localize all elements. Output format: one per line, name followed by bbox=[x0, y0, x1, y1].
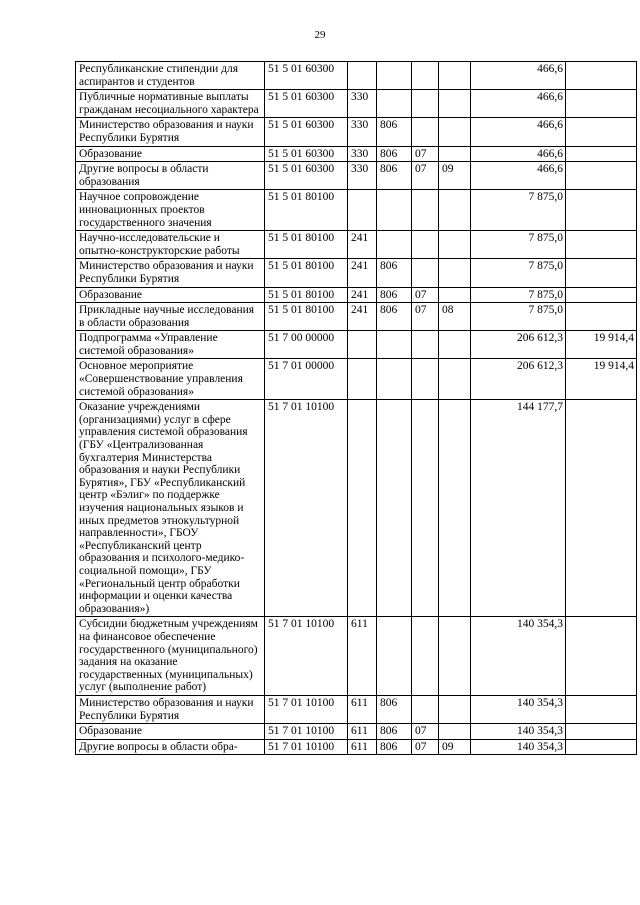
amount-cell: 466,6 bbox=[471, 162, 566, 190]
table-row bbox=[76, 724, 637, 740]
amount-federal-cell: 19 914,4 bbox=[566, 359, 637, 400]
administrator-cell bbox=[377, 231, 412, 259]
expense-type-cell: 611 bbox=[348, 739, 377, 755]
expense-type-cell: 611 bbox=[348, 617, 377, 696]
section-cell: 07 bbox=[412, 303, 439, 331]
table-row bbox=[76, 90, 637, 118]
expense-type-cell: 330 bbox=[348, 162, 377, 190]
target-article-cell: 51 7 01 10100 bbox=[265, 617, 348, 696]
amount-cell: 140 354,3 bbox=[471, 617, 566, 696]
section-cell bbox=[412, 331, 439, 359]
subsection-cell bbox=[439, 259, 471, 287]
table-row bbox=[76, 162, 637, 190]
amount-federal-cell bbox=[566, 118, 637, 146]
row-name-cell: Прикладные научные исследования в области образования bbox=[76, 303, 265, 331]
table-row bbox=[76, 231, 637, 259]
target-article-cell: 51 7 01 10100 bbox=[265, 400, 348, 617]
table-row bbox=[76, 190, 637, 231]
budget-table-body bbox=[76, 62, 637, 755]
target-article-cell: 51 7 01 10100 bbox=[265, 724, 348, 740]
target-article-cell: 51 7 01 00000 bbox=[265, 359, 348, 400]
target-article-cell: 51 5 01 80100 bbox=[265, 259, 348, 287]
table-row bbox=[76, 303, 637, 331]
subsection-cell bbox=[439, 146, 471, 162]
amount-federal-cell bbox=[566, 231, 637, 259]
expense-type-cell bbox=[348, 359, 377, 400]
table-row bbox=[76, 359, 637, 400]
target-article-cell: 51 5 01 60300 bbox=[265, 90, 348, 118]
table-row bbox=[76, 259, 637, 287]
amount-cell: 7 875,0 bbox=[471, 303, 566, 331]
section-cell bbox=[412, 400, 439, 617]
subsection-cell bbox=[439, 724, 471, 740]
section-cell: 07 bbox=[412, 724, 439, 740]
section-cell bbox=[412, 259, 439, 287]
amount-federal-cell bbox=[566, 287, 637, 303]
administrator-cell: 806 bbox=[377, 259, 412, 287]
administrator-cell bbox=[377, 400, 412, 617]
amount-federal-cell bbox=[566, 695, 637, 723]
table-row bbox=[76, 62, 637, 90]
section-cell bbox=[412, 190, 439, 231]
section-cell bbox=[412, 231, 439, 259]
row-name-cell: Научное сопровождение инновационных проектов государственного значения bbox=[76, 190, 265, 231]
section-cell: 07 bbox=[412, 287, 439, 303]
subsection-cell bbox=[439, 359, 471, 400]
row-name-cell: Министерство образования и науки Республики Бурятия bbox=[76, 259, 265, 287]
target-article-cell: 51 5 01 80100 bbox=[265, 231, 348, 259]
administrator-cell: 806 bbox=[377, 118, 412, 146]
amount-cell: 466,6 bbox=[471, 146, 566, 162]
section-cell: 07 bbox=[412, 739, 439, 755]
administrator-cell bbox=[377, 359, 412, 400]
expense-type-cell: 330 bbox=[348, 146, 377, 162]
subsection-cell bbox=[439, 695, 471, 723]
table-row bbox=[76, 400, 637, 617]
section-cell bbox=[412, 62, 439, 90]
row-name-cell: Образование bbox=[76, 146, 265, 162]
amount-cell: 206 612,3 bbox=[471, 359, 566, 400]
row-name-cell: Основное мероприятие «Совершенствование управления системой образования» bbox=[76, 359, 265, 400]
row-name-cell: Оказание учреждениями (организациями) услуг в сфере управления системой образования (ГБУ «Централизованная бухгалтерия Министерства образования и науки Республики Бурятия», ГБУ «Республиканский центр «Бэлиг» по поддержке изучения национальных языков и иных предметов этнокультурной направленности», ГБОУ «Республиканский центр образования и психолого-медико-социальной помощи», ГБУ «Региональный центр обработки информации и оценки качества образования») bbox=[76, 400, 265, 617]
subsection-cell bbox=[439, 331, 471, 359]
table-row bbox=[76, 287, 637, 303]
section-cell bbox=[412, 617, 439, 696]
administrator-cell: 806 bbox=[377, 146, 412, 162]
amount-cell: 7 875,0 bbox=[471, 287, 566, 303]
amount-federal-cell bbox=[566, 303, 637, 331]
administrator-cell: 806 bbox=[377, 695, 412, 723]
expense-type-cell: 241 bbox=[348, 287, 377, 303]
administrator-cell bbox=[377, 331, 412, 359]
subsection-cell: 09 bbox=[439, 739, 471, 755]
amount-federal-cell bbox=[566, 162, 637, 190]
expense-type-cell: 611 bbox=[348, 695, 377, 723]
expense-type-cell bbox=[348, 62, 377, 90]
page-number: 29 bbox=[314, 29, 326, 41]
amount-cell: 466,6 bbox=[471, 90, 566, 118]
row-name-cell: Субсидии бюджетным учреждениям на финансовое обеспечение государственного (муниципального) задания на оказание государственных (муниципальных) услуг (выполнение работ) bbox=[76, 617, 265, 696]
target-article-cell: 51 5 01 80100 bbox=[265, 287, 348, 303]
subsection-cell bbox=[439, 190, 471, 231]
administrator-cell: 806 bbox=[377, 739, 412, 755]
section-cell: 07 bbox=[412, 162, 439, 190]
amount-cell: 140 354,3 bbox=[471, 724, 566, 740]
table-row bbox=[76, 695, 637, 723]
subsection-cell bbox=[439, 118, 471, 146]
target-article-cell: 51 5 01 60300 bbox=[265, 62, 348, 90]
subsection-cell bbox=[439, 287, 471, 303]
row-name-cell: Министерство образования и науки Республики Бурятия bbox=[76, 695, 265, 723]
section-cell: 07 bbox=[412, 146, 439, 162]
expense-type-cell: 330 bbox=[348, 90, 377, 118]
expense-type-cell: 611 bbox=[348, 724, 377, 740]
expense-type-cell: 241 bbox=[348, 259, 377, 287]
amount-cell: 206 612,3 bbox=[471, 331, 566, 359]
expense-type-cell: 330 bbox=[348, 118, 377, 146]
amount-cell: 144 177,7 bbox=[471, 400, 566, 617]
section-cell bbox=[412, 695, 439, 723]
table-row bbox=[76, 118, 637, 146]
amount-cell: 140 354,3 bbox=[471, 695, 566, 723]
amount-federal-cell bbox=[566, 739, 637, 755]
subsection-cell bbox=[439, 62, 471, 90]
administrator-cell bbox=[377, 190, 412, 231]
row-name-cell: Публичные нормативные выплаты гражданам несоциального характера bbox=[76, 90, 265, 118]
amount-cell: 7 875,0 bbox=[471, 190, 566, 231]
table-row bbox=[76, 146, 637, 162]
expense-type-cell bbox=[348, 400, 377, 617]
administrator-cell bbox=[377, 617, 412, 696]
subsection-cell bbox=[439, 90, 471, 118]
section-cell bbox=[412, 90, 439, 118]
subsection-cell: 09 bbox=[439, 162, 471, 190]
target-article-cell: 51 5 01 60300 bbox=[265, 162, 348, 190]
subsection-cell: 08 bbox=[439, 303, 471, 331]
budget-table bbox=[75, 61, 637, 755]
expense-type-cell bbox=[348, 331, 377, 359]
subsection-cell bbox=[439, 400, 471, 617]
section-cell bbox=[412, 118, 439, 146]
amount-federal-cell bbox=[566, 190, 637, 231]
section-cell bbox=[412, 359, 439, 400]
row-name-cell: Научно-исследовательские и опытно-конструкторские работы bbox=[76, 231, 265, 259]
target-article-cell: 51 7 01 10100 bbox=[265, 695, 348, 723]
amount-federal-cell bbox=[566, 146, 637, 162]
target-article-cell: 51 5 01 80100 bbox=[265, 303, 348, 331]
subsection-cell bbox=[439, 617, 471, 696]
amount-federal-cell bbox=[566, 90, 637, 118]
administrator-cell: 806 bbox=[377, 162, 412, 190]
row-name-cell: Другие вопросы в области обра- bbox=[76, 739, 265, 755]
target-article-cell: 51 5 01 60300 bbox=[265, 118, 348, 146]
amount-federal-cell bbox=[566, 400, 637, 617]
target-article-cell: 51 5 01 80100 bbox=[265, 190, 348, 231]
amount-cell: 466,6 bbox=[471, 62, 566, 90]
amount-cell: 7 875,0 bbox=[471, 231, 566, 259]
target-article-cell: 51 7 00 00000 bbox=[265, 331, 348, 359]
amount-federal-cell bbox=[566, 259, 637, 287]
amount-federal-cell: 19 914,4 bbox=[566, 331, 637, 359]
administrator-cell bbox=[377, 62, 412, 90]
expense-type-cell: 241 bbox=[348, 303, 377, 331]
amount-federal-cell bbox=[566, 724, 637, 740]
expense-type-cell bbox=[348, 190, 377, 231]
amount-cell: 7 875,0 bbox=[471, 259, 566, 287]
target-article-cell: 51 5 01 60300 bbox=[265, 146, 348, 162]
amount-cell: 140 354,3 bbox=[471, 739, 566, 755]
expense-type-cell: 241 bbox=[348, 231, 377, 259]
subsection-cell bbox=[439, 231, 471, 259]
administrator-cell: 806 bbox=[377, 303, 412, 331]
row-name-cell: Министерство образования и науки Республики Бурятия bbox=[76, 118, 265, 146]
amount-cell: 466,6 bbox=[471, 118, 566, 146]
administrator-cell: 806 bbox=[377, 287, 412, 303]
row-name-cell: Республиканские стипендии для аспирантов и студентов bbox=[76, 62, 265, 90]
amount-federal-cell bbox=[566, 617, 637, 696]
row-name-cell: Подпрограмма «Управление системой образования» bbox=[76, 331, 265, 359]
row-name-cell: Образование bbox=[76, 724, 265, 740]
administrator-cell: 806 bbox=[377, 724, 412, 740]
row-name-cell: Другие вопросы в области образования bbox=[76, 162, 265, 190]
table-row bbox=[76, 739, 637, 755]
amount-federal-cell bbox=[566, 62, 637, 90]
table-row bbox=[76, 331, 637, 359]
table-row bbox=[76, 617, 637, 696]
administrator-cell bbox=[377, 90, 412, 118]
row-name-cell: Образование bbox=[76, 287, 265, 303]
target-article-cell: 51 7 01 10100 bbox=[265, 739, 348, 755]
